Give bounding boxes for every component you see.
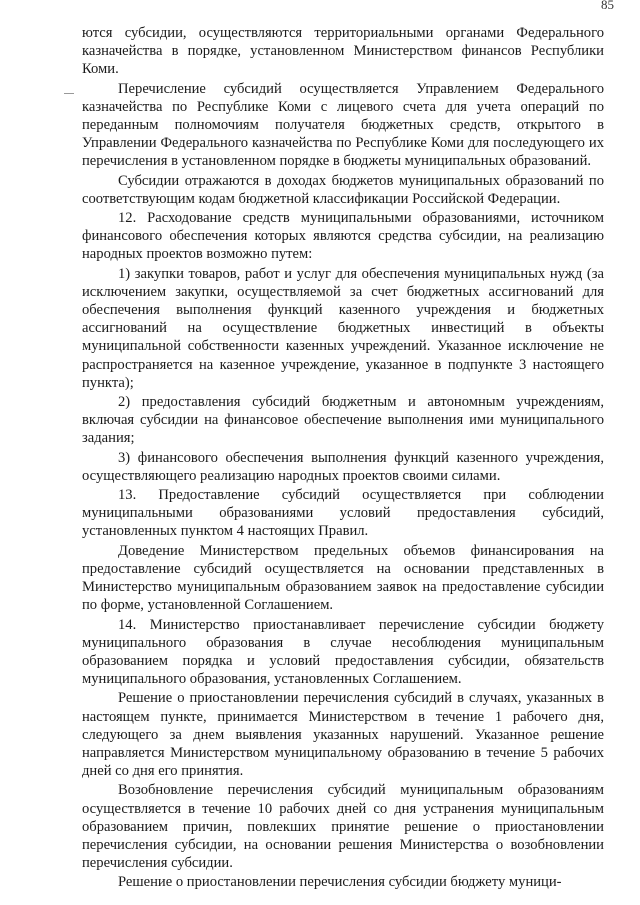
paragraph-suspension-decision: Решение о приостановлении перечисления субсидий в случаях, указанных в настоящем пункте, принимается Министерством в течение 1 рабочего дня, следующего за днем выявления указанных нарушений. Указанное решение направляется Министерством муниципальному образованию в течение 5 рабочих дней со дня его принятия. (82, 690, 604, 780)
document-body (82, 24, 604, 893)
page-number: 85 (601, 0, 614, 12)
margin-mark (64, 93, 74, 94)
paragraph-continuation: ются субсидии, осуществляются территориальными органами Федерального казначейства в порядке, установленном Министерством финансов Республики Коми. (82, 25, 604, 78)
paragraph-transfer: Перечисление субсидий осуществляется Управлением Федерального казначейства по Республике Коми с лицевого счета для учета операций по переданным полномочиям получателя бюджетных средств, открытого в Управлении Федерального казначейства по Республике Коми для последующего их перечисления в установленном порядке в бюджеты муниципальных образований. (82, 80, 604, 170)
paragraph-item-12-sub-1: 1) закупки товаров, работ и услуг для обеспечения муниципальных нужд (за исключением закупки, осуществляемой за счет бюджетных ассигнований для обеспечения выполнения функций казенного учреждения и бюджетных ассигнований на осуществление бюджетных инвестиций в объекты муниципальной собственности казенных учреждений. Указанное исключение не распространяется на казенное учреждение, указанное в подпункте 3 настоящего пункта); (82, 265, 604, 391)
paragraph-funding-limits: Доведение Министерством предельных объемов финансирования на предоставление субсидий осуществляется на основании представленных в Министерство муниципальным образованием заявок на предоставление субсидии по форме, установленной Соглашением. (82, 542, 604, 614)
paragraph-final: Решение о приостановлении перечисления субсидии бюджету муници- (118, 874, 562, 891)
paragraph-item-12-sub-3: 3) финансового обеспечения выполнения функций казенного учреждения, осуществляющего реализацию народных проектов своими силами. (82, 449, 604, 484)
paragraph-item-14: 14. Министерство приостанавливает перечисление субсидии бюджету муниципального образования в случае несоблюдения муниципальным образованием порядка и условий предоставления субсидии, обязательств муниципального образования, установленных Соглашением. (82, 616, 604, 688)
paragraph-resumption: Возобновление перечисления субсидий муниципальным образованиям осуществляется в течение 10 рабочих дней со дня устранения муниципальным образованием причин, повлекших принятие решение о приостановлении перечисления субсидии, на основании решения Министерства о возобновлении перечисления субсидии. (82, 782, 604, 872)
paragraph-item-12-sub-2: 2) предоставления субсидий бюджетным и автономным учреждениям, включая субсидии на финансовое обеспечение выполнения ими муниципального задания; (82, 394, 604, 447)
paragraph-item-13: 13. Предоставление субсидий осуществляется при соблюдении муниципальными образованиями условий предоставления субсидий, установленных пунктом 4 настоящих Правил. (82, 487, 604, 540)
paragraph-revenue-reflection: Субсидии отражаются в доходах бюджетов муниципальных образований по соответствующим кодам бюджетной классификации Российской Федерации. (82, 172, 604, 207)
paragraph-item-12: 12. Расходование средств муниципальными образованиями, источником финансового обеспечения которых являются средства субсидии, на реализацию народных проектов возможно путем: (82, 210, 604, 263)
